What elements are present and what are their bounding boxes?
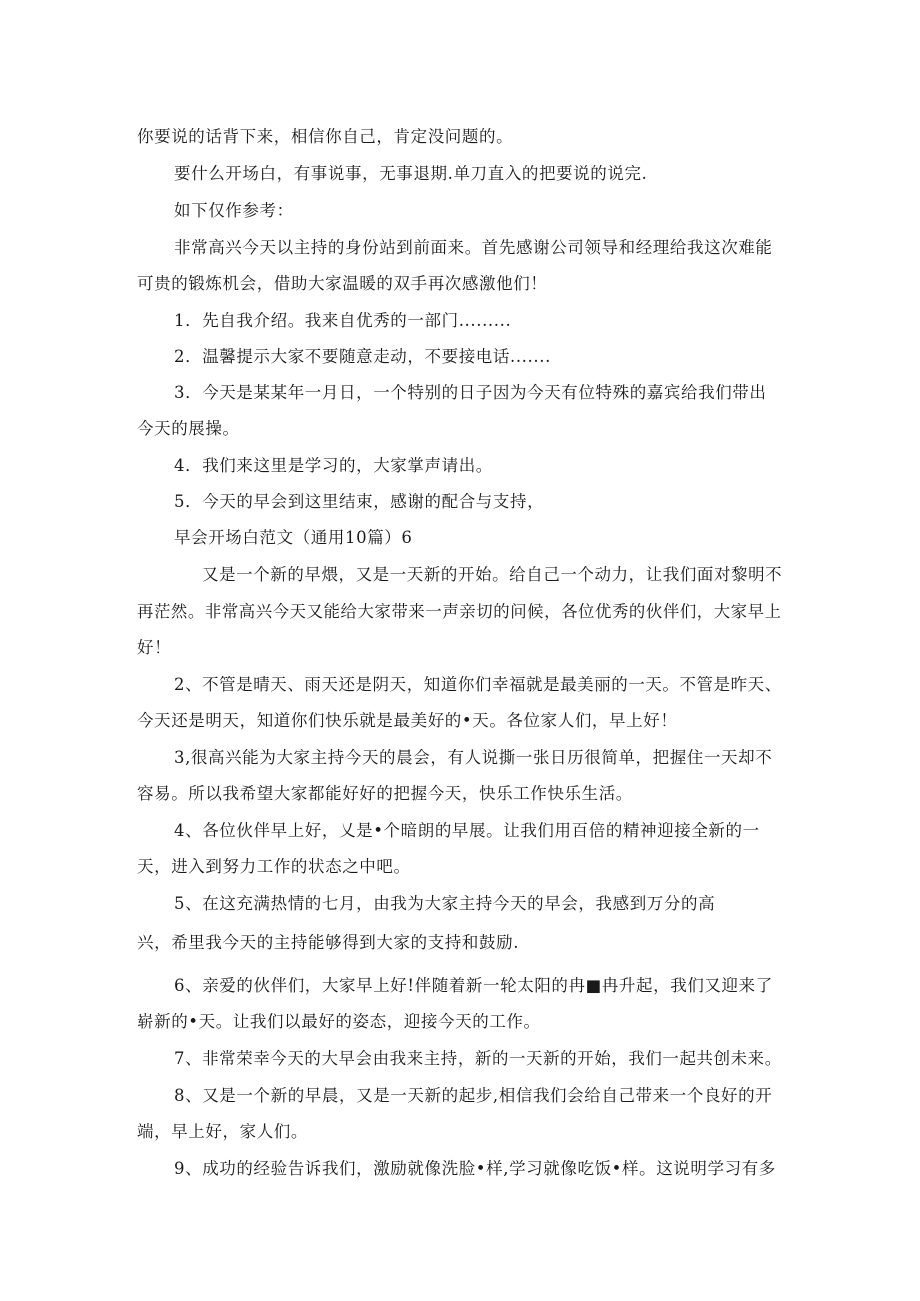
list-item: 3,很高兴能为大家主持今天的晨会，有人说撕一张日历很简单，把握住一天却不: [174, 748, 773, 767]
text-line: 今天的展操。: [137, 419, 240, 438]
list-item: 4．我们来这里是学习的，大家掌声请出。: [174, 456, 493, 475]
text-line: 兴，希里我今天的主持能够得到大家的支持和鼓励.: [137, 933, 520, 952]
list-item: 5、在这充满热情的七月，由我为大家主持今天的早会，我感到万分的高: [174, 894, 716, 913]
text-line: 如下仅作参考：: [174, 201, 294, 220]
section-heading: 早会开场白范文（通用10篇）6: [174, 528, 413, 547]
list-item: 6、亲爱的伙伴们，大家早上好!伴随着新一轮太阳的冉■冉升起，我们又迎来了: [174, 976, 773, 995]
text-line: 可贵的锻炼机会，借助大家温暖的双手再次感激他们！: [137, 274, 548, 293]
text-line: 崭新的•天。让我们以最好的姿态，迎接今天的工作。: [137, 1012, 541, 1031]
text-line: 容易。所以我希望大家都能好好的把握今天，快乐工作快乐生活。: [137, 784, 633, 803]
list-item: 9、成功的经验告诉我们，激励就像洗脸•样,学习就像吃饭•样。这说明学习有多: [174, 1159, 776, 1178]
text-line: 要什么开场白，有事说事，无事退期.单刀直入的把要说的说完.: [174, 164, 648, 183]
text-line: 又是一个新的早煨，又是一天新的开始。给自己一个动力，让我们面对黎明不: [202, 565, 783, 584]
text-line: 端，早上好，家人们。: [137, 1122, 308, 1141]
list-item: 1．先自我介绍。我来自优秀的一部门.........: [174, 311, 512, 330]
list-item: 7、非常荣幸今天的大早会由我来主持，新的一天新的开始，我们一起共创未来。: [174, 1049, 782, 1068]
text-line: 好！: [137, 638, 172, 657]
list-item: 4、各位伙伴早上好，乂是•个暗朗的早展。让我们用百倍的精神迎接全新的一: [174, 821, 760, 840]
list-item: 5．今天的早会到这里结束，感谢的配合与支持，: [174, 492, 545, 511]
text-line: 非常高兴今天以主持的身份站到前面来。首先感谢公司领导和经理给我这次难能: [174, 238, 773, 257]
list-item: 3．今天是某某年一月日，一个特别的日子因为今天有位特殊的嘉宾给我们带出: [174, 383, 767, 402]
list-item: 8、又是一个新的早晨，又是一天新的起步,相信我们会给自己带来一个良好的开: [174, 1086, 773, 1105]
text-line: 再茫然。非常高兴今天又能给大家带来一声亲切的问候，各位优秀的伙伴们，大家早上: [137, 602, 782, 621]
list-item: 2．温馨提示大家不要随意走动，不要接电话.......: [174, 347, 551, 366]
list-item: 2、不管是晴天、雨天还是阴天，知道你们幸福就是最美丽的一天。不管是昨天、: [174, 675, 782, 694]
text-line: 天，进入到努力工作的状态之中吧。: [137, 857, 411, 876]
text-line: 你要说的话背下来，相信你自己，肯定没问题的。: [137, 127, 514, 146]
text-line: 今天还是明天，知道你们快乐就是最美好的•天。各位家人们，早上好！: [137, 711, 678, 730]
